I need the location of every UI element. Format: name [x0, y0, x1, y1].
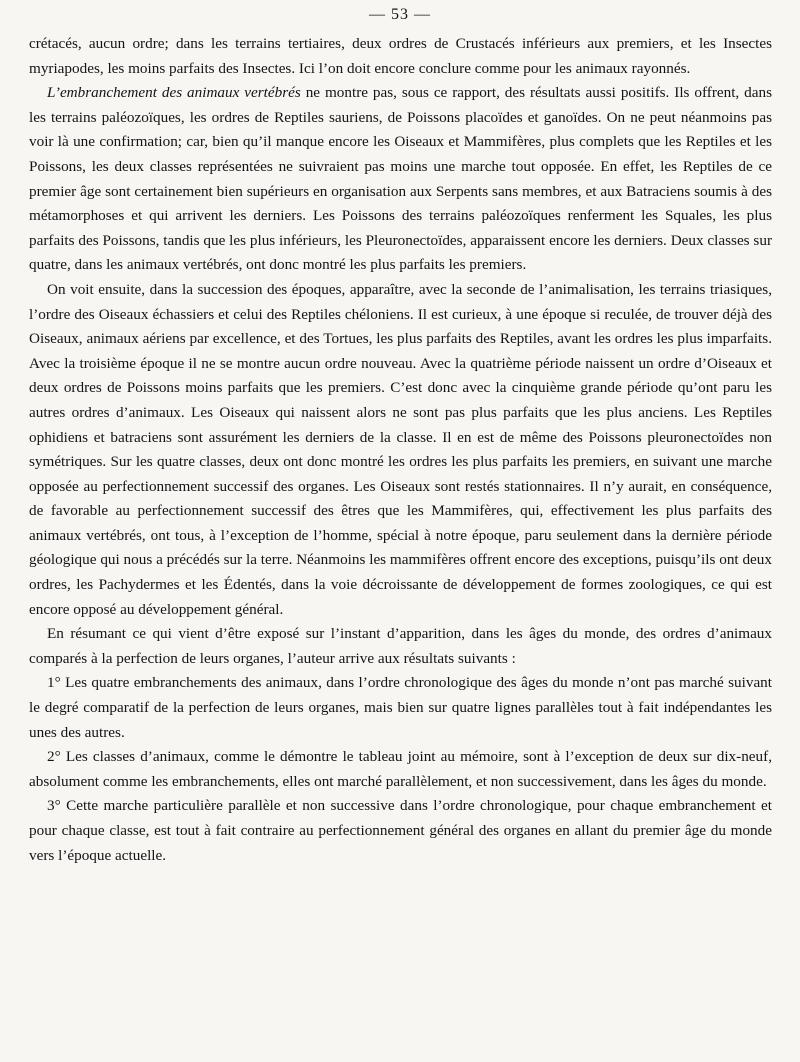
paragraph-vertebrates [29, 81, 772, 278]
paragraph-text: ne montre pas, sous ce rapport, des résultats aussi positifs. Ils offrent, dans les terrains paléozoïques, les ordres de Reptiles sauriens, de Poissons placoïdes et ganoïdes. On ne peut néanmoins pas voir là une confirmation; car, bien qu’il manque encore les Oiseaux et Mammifères, plus complets que les Reptiles et les Poissons, les deux classes représentées ne suivraient pas moins une marche tout opposée. En effet, les Reptiles de ce premier âge sont certainement bien supérieurs en organisation aux Serpents sans membres, et aux Batraciens soumis à des métamorphoses et qui arrivent les derniers. Les Poissons des terrains paléozoïques renferment les Squales, les plus parfaits des Poissons, tandis que les plus inférieurs, les Pleuronectoïdes, apparaissent encore les derniers. Deux classes sur quatre, dans les animaux vertébrés, ont donc montré les plus parfaits les premiers. [29, 84, 772, 274]
paragraph-text: crétacés, aucun ordre; dans les terrains tertiaires, deux ordres de Crustacés inférieurs aux premiers, et les Insectes myriapodes, les moins parfaits des Insectes. Ici l’on doit encore conclure comme pour les animaux rayonnés. [29, 35, 772, 77]
paragraph-succession [29, 278, 772, 622]
paragraph-continuation [29, 32, 772, 81]
paragraph-text: 3° Cette marche particulière parallèle et non successive dans l’ordre chronologique, pour chaque embranchement et pour chaque classe, est tout à fait contraire au perfectionnement général des organes en allant du premier âge du monde vers l’époque actuelle. [29, 797, 772, 864]
paragraph-text: En résumant ce qui vient d’être exposé sur l’instant d’apparition, dans les âges du monde, des ordres d’animaux comparés à la perfection de leurs organes, l’auteur arrive aux résultats suivants : [29, 625, 772, 667]
paragraph-summary [29, 622, 772, 671]
paragraph-result-3 [29, 794, 772, 868]
paragraph-text: 1° Les quatre embranchements des animaux, dans l’ordre chronologique des âges du monde n’ont pas marché suivant le degré comparatif de la perfection de leurs organes, mais bien sur quatre lignes parallèles tout à fait indépendantes les unes des autres. [29, 674, 772, 741]
paragraph-text: On voit ensuite, dans la succession des époques, apparaître, avec la seconde de l’animalisation, les terrains triasiques, l’ordre des Oiseaux échassiers et celui des Reptiles chéloniens. Il est curieux, à une époque si reculée, de trouver déjà des Oiseaux, animaux aériens par excellence, et des Tortues, les plus parfaits des Reptiles, avant les ordres les plus imparfaits. Avec la troisième époque il ne se montre aucun ordre nouveau. Avec la quatrième période naissent un ordre d’Oiseaux et deux ordres de Poissons moins parfaits que les premiers. C’est donc avec la cinquième grande période qu’ont paru les autres ordres d’animaux. Les Oiseaux qui naissent alors ne sont pas plus parfaits que les plus anciens. Les Reptiles ophidiens et batraciens sont assurément les derniers de la classe. Il en est de même des Poissons pleuronectoïdes non symétriques. Sur les quatre classes, deux ont donc montré les ordres les plus parfaits les premiers, en suivant une marche opposée au perfectionnement successif des organes. Les Oiseaux sont restés stationnaires. Il n’y aurait, en conséquence, de favorable au perfectionnement successif des êtres que les Mammifères, qui, effectivement les plus parfaits des animaux vertébrés, ont tous, à l’exception de l’homme, spécial à notre époque, paru seulement dans la dernière période géologique qui nous a précédés sur la terre. Néanmoins les mammifères offrent encore des exceptions, puisqu’ils ont deux ordres, les Pachydermes et les Édentés, dans la voie décroissante de développement de formes zoologiques, ce qui est encore opposé au développement général. [29, 280, 772, 618]
page-number: — 53 — [369, 6, 431, 23]
body-text [29, 32, 772, 868]
italic-lead: L’embranchement des animaux vertébrés [47, 84, 301, 102]
paragraph-text: 2° Les classes d’animaux, comme le démontre le tableau joint au mémoire, sont à l’exception de deux sur dix-neuf, absolument comme les embranchements, elles ont marché parallèlement, et non successivement, dans les âges du monde. [29, 748, 772, 790]
paragraph-result-2 [29, 745, 772, 794]
paragraph-result-1 [29, 671, 772, 745]
